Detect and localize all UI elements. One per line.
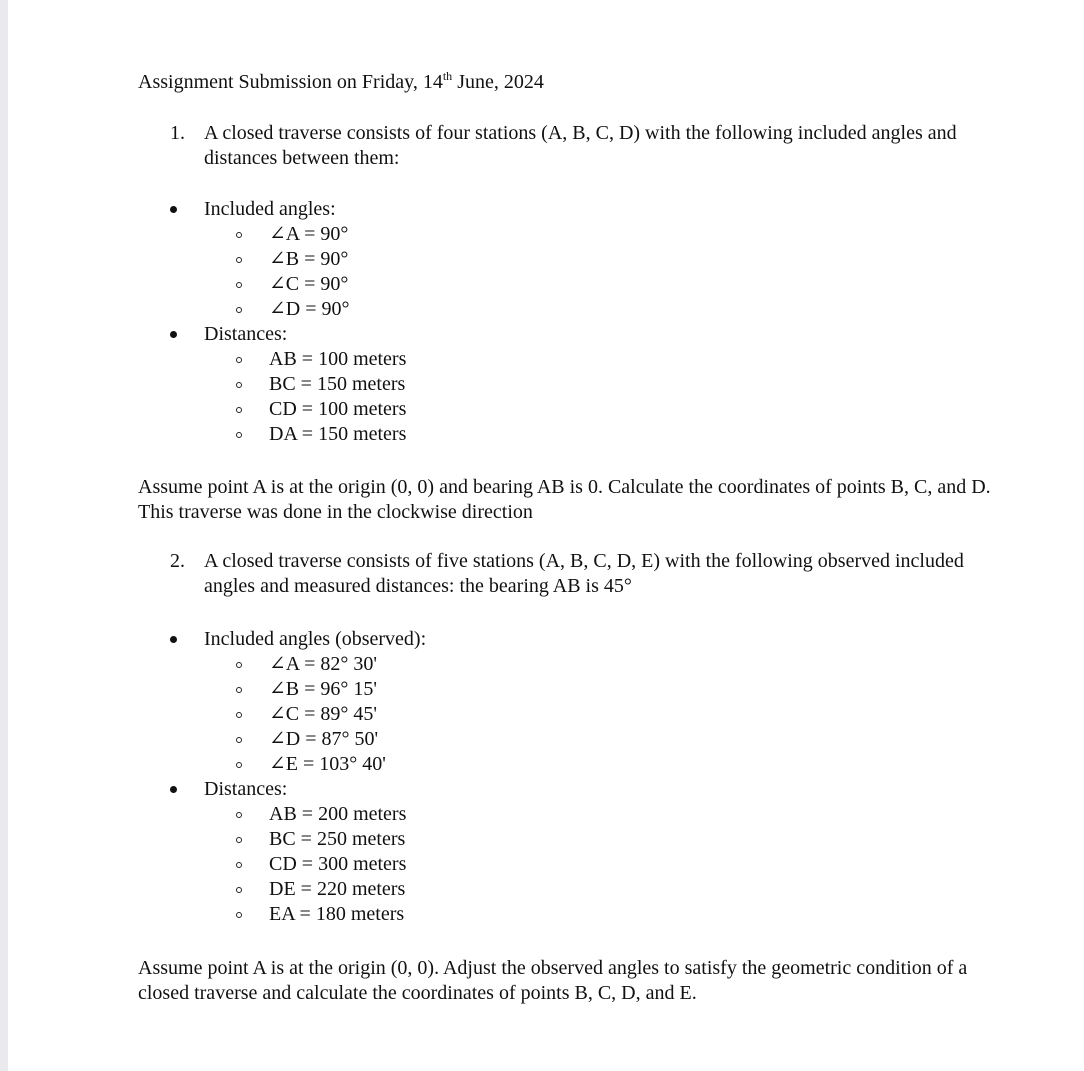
sub-item xyxy=(138,422,738,447)
page-edge xyxy=(0,0,8,1071)
title-suffix: June, 2024 xyxy=(452,71,544,93)
sub-item xyxy=(138,397,738,422)
circle-bullet-icon xyxy=(236,232,242,238)
assignment-title xyxy=(138,70,544,95)
question-2-assumption: Assume point A is at the origin (0, 0). Adjust the observed angles to satisfy the geometric condition of a closed traverse and calculate the coordinates of points B, C, D, and E. xyxy=(138,957,968,1004)
angle-value: ∠E = 103° 40' xyxy=(269,753,386,775)
circle-bullet-icon xyxy=(236,282,242,288)
bullet-item xyxy=(138,322,738,347)
angles-label: Included angles (observed): xyxy=(204,628,427,650)
bullet-icon xyxy=(170,331,177,338)
question-1-number: 1. xyxy=(170,122,185,144)
question-1-list xyxy=(138,197,738,447)
sub-item xyxy=(138,372,738,397)
distance-value: BC = 150 meters xyxy=(269,373,406,395)
sub-item xyxy=(138,272,738,297)
circle-bullet-icon xyxy=(236,407,242,413)
question-2-text: A closed traverse consists of five stations (A, B, C, D, E) with the following observed included angles and measured distances: the bearing AB is 45° xyxy=(204,550,964,597)
angle-value: ∠A = 82° 30' xyxy=(269,653,377,675)
sub-item xyxy=(138,752,738,777)
circle-bullet-icon xyxy=(236,837,242,843)
sub-item xyxy=(138,347,738,372)
question-1 xyxy=(170,121,990,171)
distance-value: CD = 300 meters xyxy=(269,853,407,875)
angle-value: ∠B = 90° xyxy=(269,248,349,270)
angles-label: Included angles: xyxy=(204,198,336,220)
circle-bullet-icon xyxy=(236,812,242,818)
circle-bullet-icon xyxy=(236,912,242,918)
circle-bullet-icon xyxy=(236,662,242,668)
distance-value: CD = 100 meters xyxy=(269,398,407,420)
question-1-text: A closed traverse consists of four stations (A, B, C, D) with the following included angles and distances between them: xyxy=(204,122,957,169)
sub-item xyxy=(138,802,738,827)
circle-bullet-icon xyxy=(236,762,242,768)
question-1-assumption: Assume point A is at the origin (0, 0) and bearing AB is 0. Calculate the coordinates of points B, C, and D. This traverse was done in the clockwise direction xyxy=(138,476,991,523)
circle-bullet-icon xyxy=(236,712,242,718)
circle-bullet-icon xyxy=(236,357,242,363)
bullet-icon xyxy=(170,636,177,643)
angle-value: ∠C = 90° xyxy=(269,273,349,295)
circle-bullet-icon xyxy=(236,737,242,743)
sub-item xyxy=(138,297,738,322)
bullet-item xyxy=(138,627,738,652)
question-2 xyxy=(170,549,990,599)
angle-value: ∠D = 87° 50' xyxy=(269,728,379,750)
title-prefix: Assignment Submission on Friday, 14 xyxy=(138,71,443,93)
circle-bullet-icon xyxy=(236,257,242,263)
sub-item xyxy=(138,902,738,927)
circle-bullet-icon xyxy=(236,687,242,693)
sub-item xyxy=(138,652,738,677)
sub-item xyxy=(138,827,738,852)
distance-value: DA = 150 meters xyxy=(269,423,407,445)
sub-item xyxy=(138,727,738,752)
circle-bullet-icon xyxy=(236,887,242,893)
distance-value: AB = 200 meters xyxy=(269,803,407,825)
angle-value: ∠A = 90° xyxy=(269,223,349,245)
sub-item xyxy=(138,222,738,247)
distance-value: DE = 220 meters xyxy=(269,878,406,900)
circle-bullet-icon xyxy=(236,307,242,313)
distance-value: BC = 250 meters xyxy=(269,828,406,850)
sub-item xyxy=(138,702,738,727)
title-superscript: th xyxy=(442,69,453,83)
question-2-list xyxy=(138,627,738,927)
bullet-item xyxy=(138,777,738,802)
distance-value: AB = 100 meters xyxy=(269,348,407,370)
bullet-icon xyxy=(170,786,177,793)
distances-label: Distances: xyxy=(204,323,288,345)
sub-item xyxy=(138,247,738,272)
question-2-number: 2. xyxy=(170,550,185,572)
distance-value: EA = 180 meters xyxy=(269,903,405,925)
angle-value: ∠C = 89° 45' xyxy=(269,703,377,725)
angle-value: ∠B = 96° 15' xyxy=(269,678,377,700)
sub-item xyxy=(138,852,738,877)
angle-value: ∠D = 90° xyxy=(269,298,350,320)
bullet-item xyxy=(138,197,738,222)
circle-bullet-icon xyxy=(236,432,242,438)
distances-label: Distances: xyxy=(204,778,288,800)
sub-item xyxy=(138,877,738,902)
sub-item xyxy=(138,677,738,702)
bullet-icon xyxy=(170,206,177,213)
circle-bullet-icon xyxy=(236,862,242,868)
circle-bullet-icon xyxy=(236,382,242,388)
